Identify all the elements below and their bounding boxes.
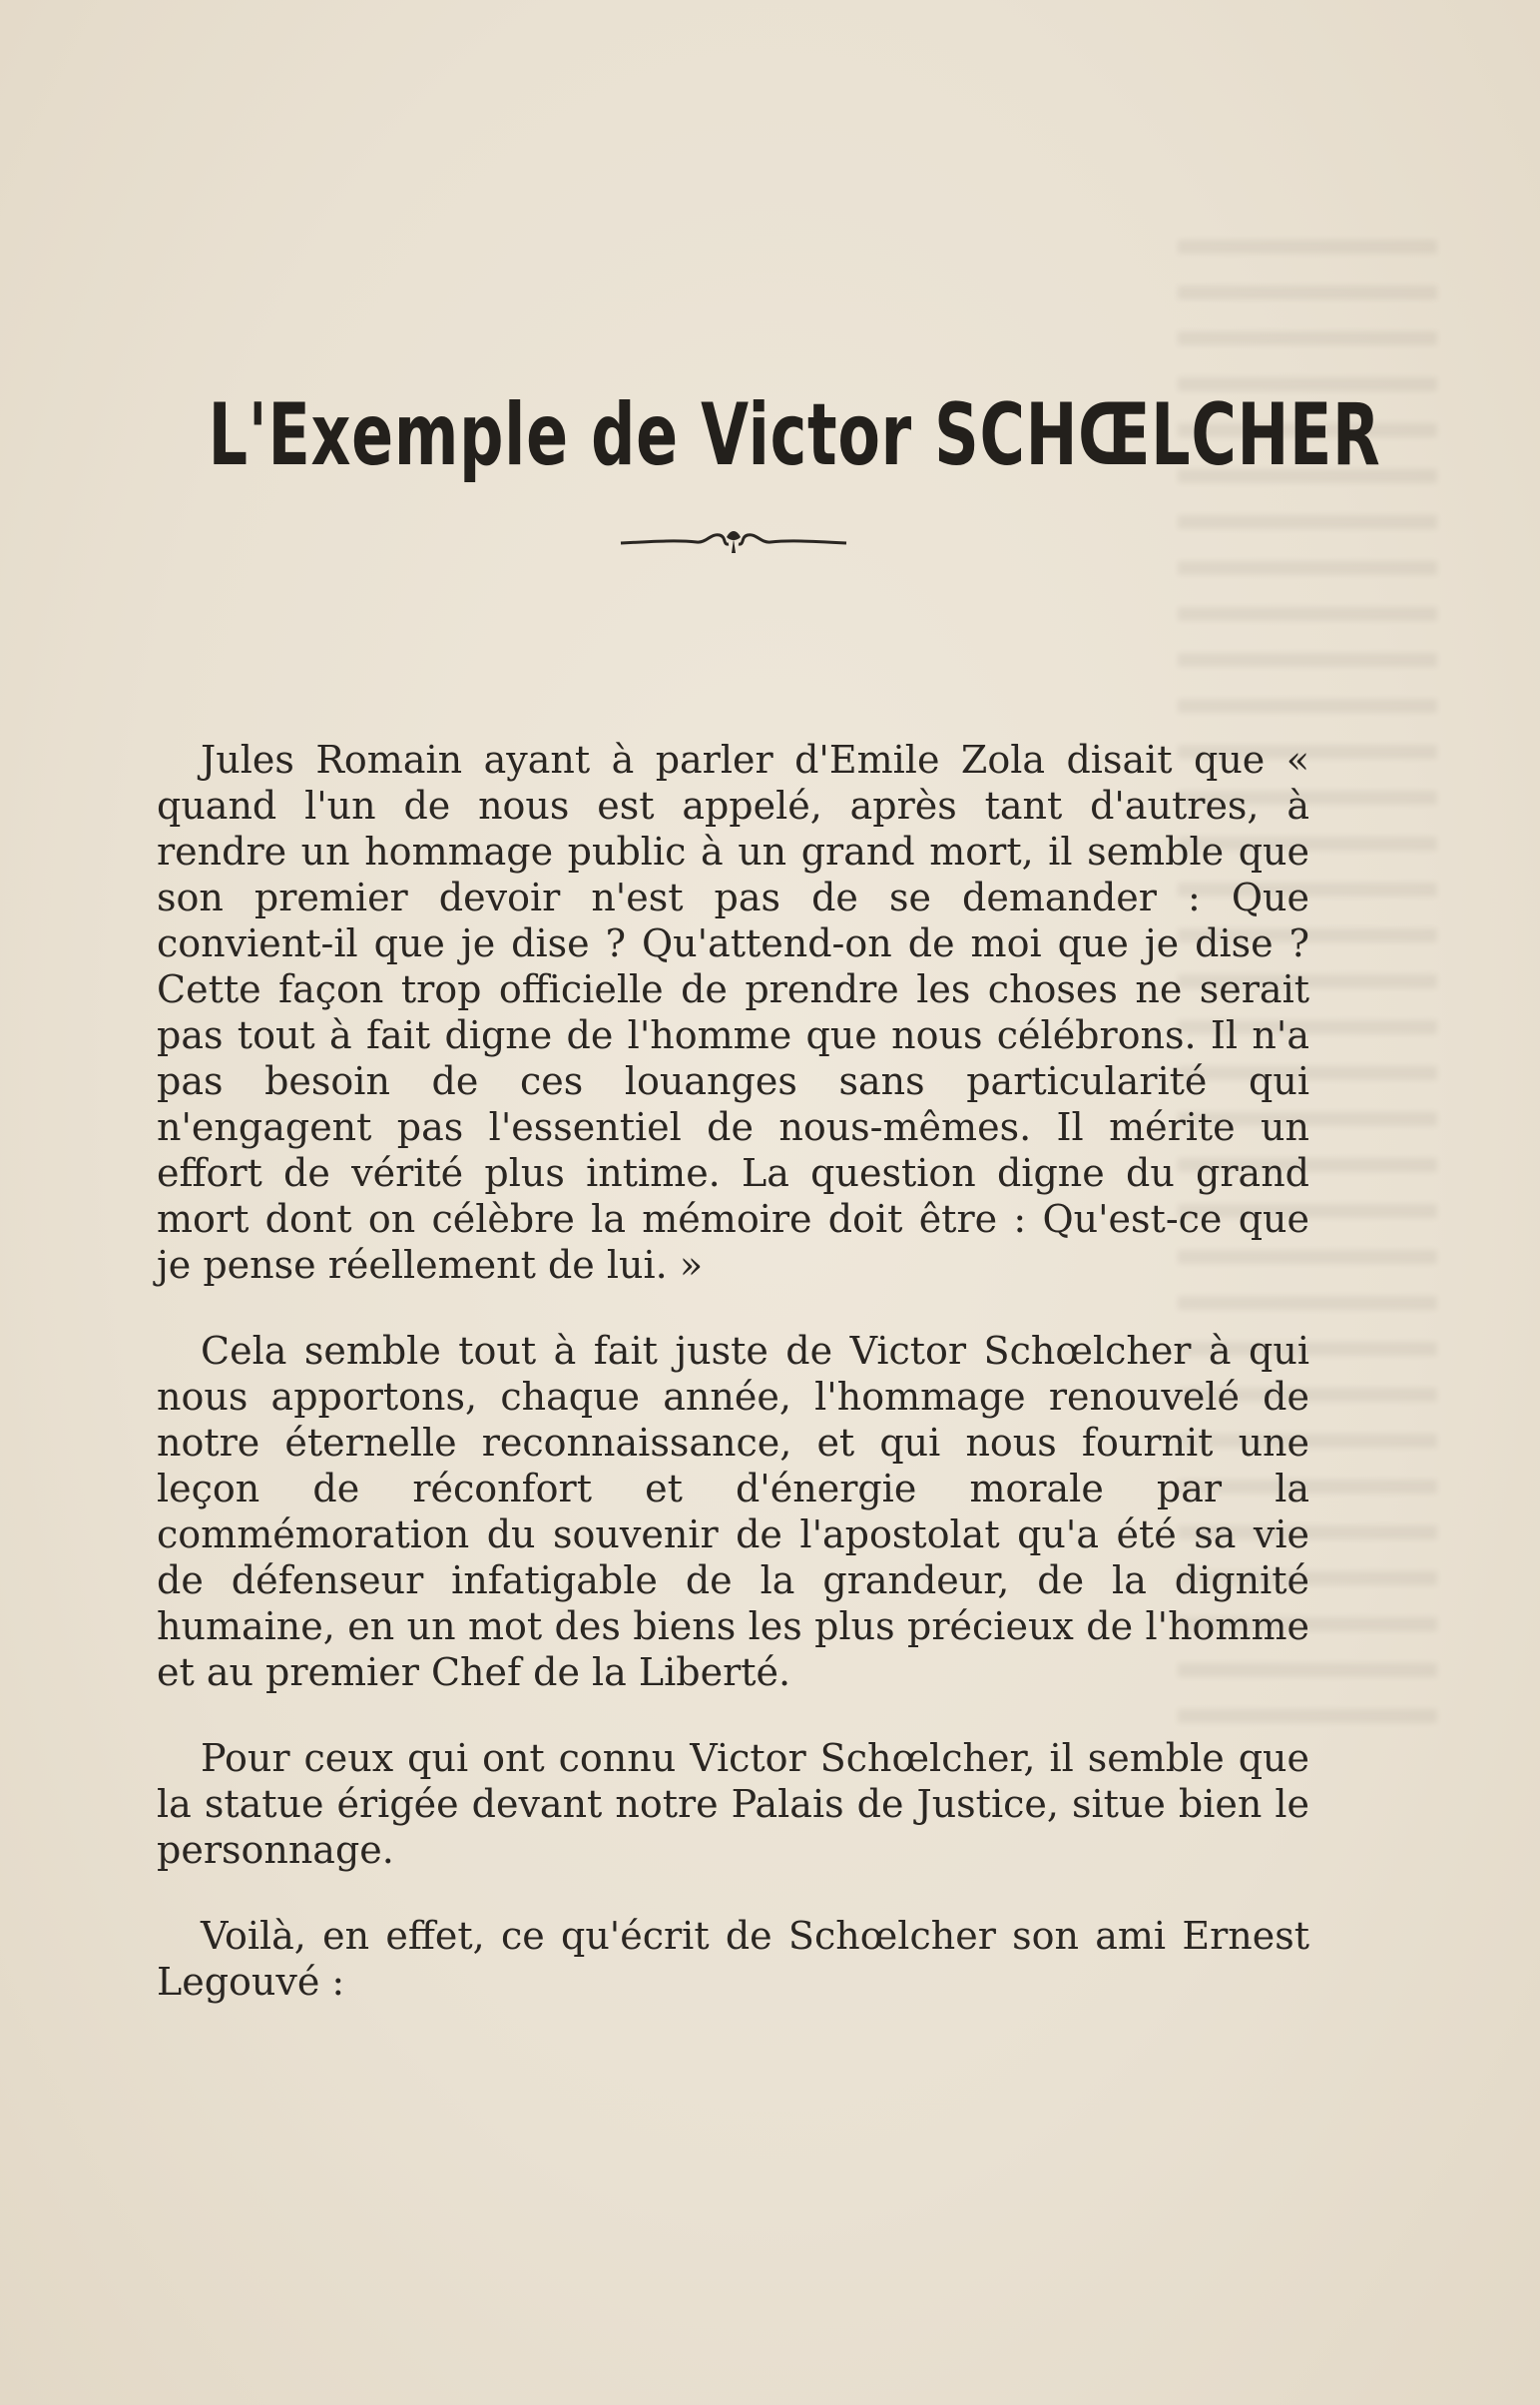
paragraph-2: Cela semble tout à fait juste de Victor Schœlcher à qui nous apportons, chaque année, l'hommage renouvelé de notre éternelle reconnaissance, et qui nous fournit une leçon de réconfort et d'énergie morale par la commémoration du souvenir de l'apostolat qu'a été sa vie de défenseur infatigable de la grandeur, de la dignité humaine, en un mot des biens les plus précieux de l'homme et au premier Chef de la Liberté. (157, 1329, 1309, 1694)
paragraph-1: Jules Romain ayant à parler d'Emile Zola disait que « quand l'un de nous est appelé, après tant d'autres, à rendre un hommage public à un grand mort, il semble que son premier devoir n'est pas de se demander : Que convient-il que je dise ? Qu'attend-on de moi que je dise ? Cette façon trop officielle de prendre les choses ne serait pas tout à fait digne de l'homme que nous célébrons. Il n'a pas besoin de ces louanges sans particularité qui n'engagent pas l'essentiel de nous-mêmes. Il mérite un effort de vérité plus intime. La question digne du grand mort dont on célèbre la mémoire doit être : Qu'est-ce que je pense réellement de lui. » (157, 738, 1309, 1287)
ornament-divider-icon (619, 521, 848, 561)
body-text (157, 737, 1309, 2005)
paragraph-3: Pour ceux qui ont connu Victor Schœlcher, il semble que la statue érigée devant notre Palais de Justice, situe bien le personnage. (157, 1736, 1309, 1872)
paragraph-4: Voilà, en effet, ce qu'écrit de Schœlcher son ami Ernest Legouvé : (157, 1914, 1309, 2004)
page-title: L'Exemple de Victor SCHŒLCHER (208, 384, 1381, 485)
